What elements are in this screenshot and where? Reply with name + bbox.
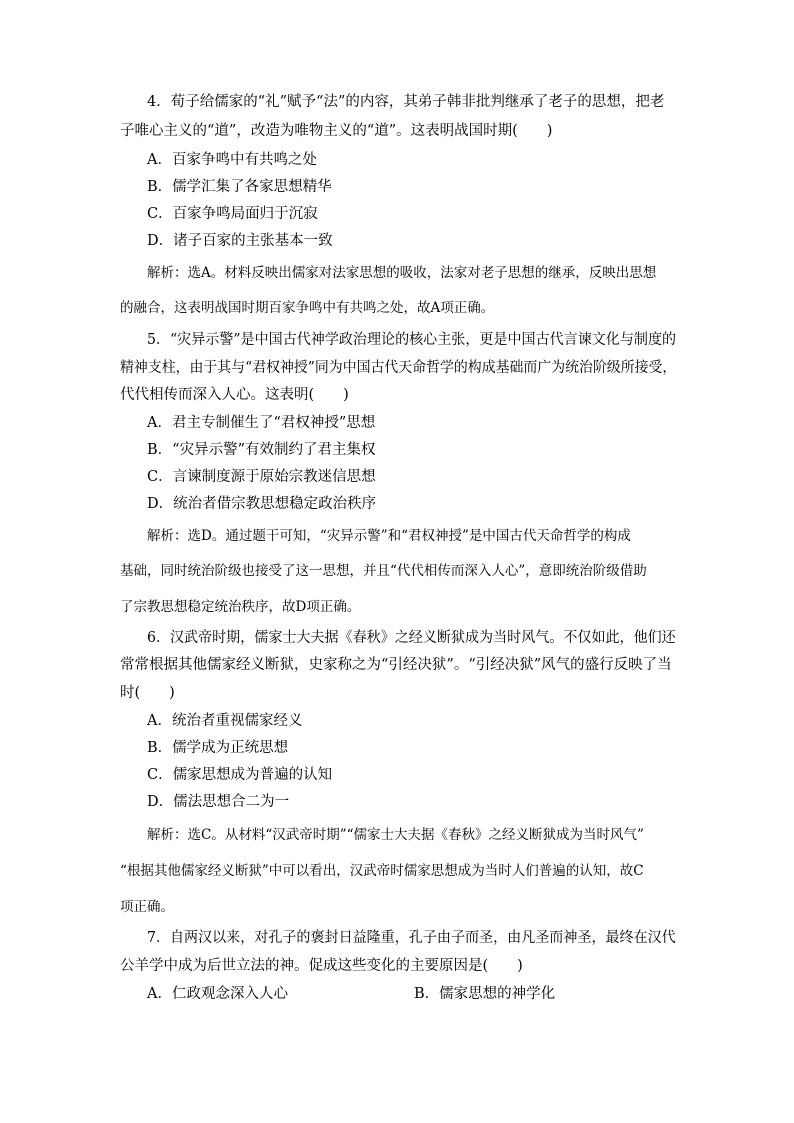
question-6-analysis-line-2: “根据其他儒家经义断狱”中可以看出，汉武帝时儒家思想成为当时人们普遍的认知，故C — [120, 863, 644, 879]
question-4-option-b: B．儒学汇集了各家思想精华 — [147, 179, 332, 195]
question-4-analysis-line-2: 的融合，这表明战国时期百家争鸣中有共鸣之处，故A项正确。 — [120, 300, 495, 316]
question-5-option-b: B．“灾异示警”有效制约了君主集权 — [147, 442, 376, 458]
question-6-option-b: B．儒学成为正统思想 — [147, 740, 289, 756]
question-5-analysis-line-1: 解析：选D。通过题干可知，“灾异示警”和“君权神授”是中国古代天命哲学的构成 — [147, 528, 631, 544]
question-6-stem-line-1: 6．汉武帝时期，儒家士大夫据《春秋》之经义断狱成为当时风气。不仅如此，他们还 — [147, 630, 676, 646]
question-7-option-b: B．儒家思想的神学化 — [414, 986, 556, 1002]
question-5-option-a: A．君主专制催生了“君权神授”思想 — [147, 415, 376, 431]
question-5-stem-line-3: 代代相传而深入人心。这表明( ) — [120, 387, 349, 403]
question-4-option-c: C．百家争鸣局面归于沉寂 — [147, 206, 318, 222]
question-7-option-a: A．仁政观念深入人心 — [147, 986, 288, 1002]
question-6-analysis-line-3: 项正确。 — [120, 899, 174, 915]
question-5-stem-line-1: 5．“灾异示警”是中国古代神学政治理论的核心主张，更是中国古代言谏文化与制度的 — [147, 332, 677, 348]
question-5-stem-line-2: 精神支柱，由于其与“君权神授”同为中国古代天命哲学的构成基础而广为统治阶级所接受， — [120, 360, 677, 376]
question-6-option-a: A．统治者重视儒家经义 — [147, 713, 303, 729]
question-6-option-d: D．儒法思想合二为一 — [147, 794, 290, 810]
question-4-analysis-line-1: 解析：选A。材料反映出儒家对法家思想的吸收，法家对老子思想的继承，反映出思想 — [147, 265, 657, 281]
question-5-option-c: C．言谏制度源于原始宗教迷信思想 — [147, 469, 376, 485]
question-7-stem-line-1: 7．自两汉以来，对孔子的褒封日益隆重，孔子由子而圣，由凡圣而神圣，最终在汉代 — [147, 930, 676, 946]
question-5-analysis-line-2: 基础，同时统治阶级也接受了这一思想，并且“代代相传而深入人心”，意即统治阶级借助 — [120, 563, 647, 579]
question-5-option-d: D．统治者借宗教思想稳定政治秩序 — [147, 496, 377, 512]
question-5-analysis-line-3: 了宗教思想稳定统治秩序，故D项正确。 — [120, 599, 361, 615]
question-6-stem-line-3: 时( ) — [120, 685, 175, 701]
question-4-option-d: D．诸子百家的主张基本一致 — [147, 233, 333, 249]
question-4-option-a: A．百家争鸣中有共鸣之处 — [147, 152, 317, 168]
question-4-stem-line-2: 子唯心主义的“道”，改造为唯物主义的“道”。这表明战国时期( ) — [120, 123, 553, 139]
question-4-stem-line-1: 4．荀子给儒家的“礼”赋予“法”的内容，其弟子韩非批判继承了老子的思想，把老 — [147, 94, 665, 110]
question-6-option-c: C．儒家思想成为普遍的认知 — [147, 767, 333, 783]
question-6-stem-line-2: 常常根据其他儒家经义断狱，史家称之为“引经决狱”。“引经决狱”风气的盛行反映了当 — [120, 657, 672, 673]
question-7-stem-line-2: 公羊学中成为后世立法的神。促成这些变化的主要原因是( ) — [120, 958, 523, 974]
question-6-analysis-line-1: 解析：选C。从材料“汉武帝时期”“儒家士大夫据《春秋》之经义断狱成为当时风气” — [147, 827, 644, 843]
